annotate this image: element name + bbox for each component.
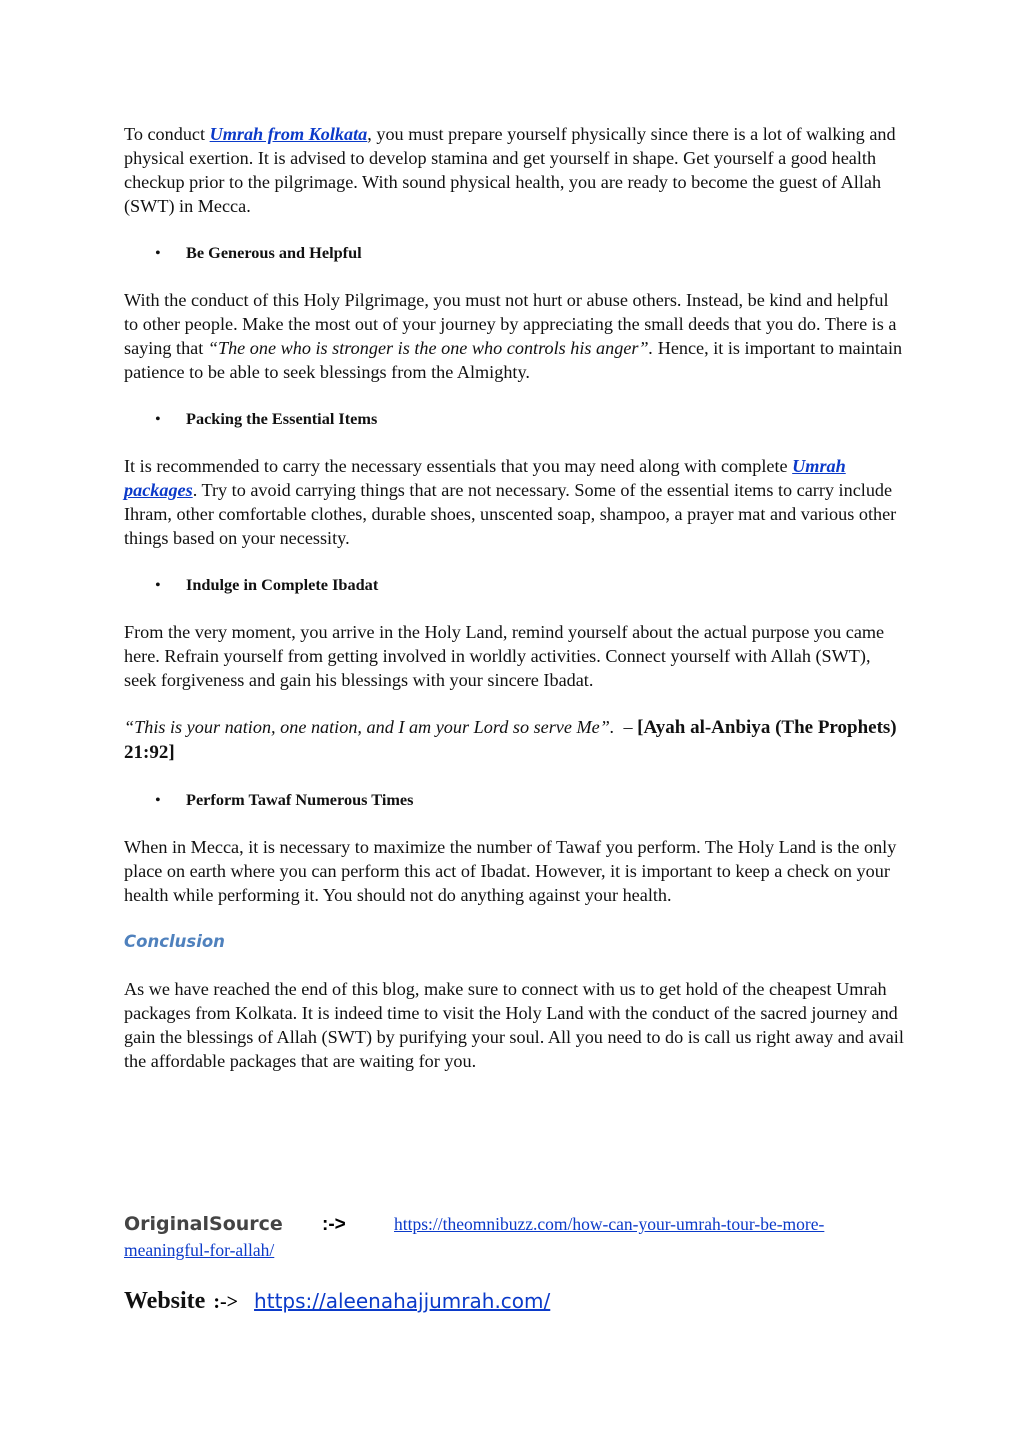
bullet-heading-ibadat [124, 573, 904, 597]
original-source-arrow: :-> [322, 1214, 346, 1235]
original-source-link[interactable]: https://theomnibuzz.com/how-can-your-umrah-tour-be-more- [394, 1214, 825, 1234]
original-source-link-continued[interactable]: meaningful-for-allah/ [124, 1240, 275, 1260]
italic-saying: “The one who is stronger is the one who controls his anger”. [207, 338, 654, 358]
bullet-icon: • [155, 243, 161, 262]
intro-text-start: To conduct [124, 124, 210, 144]
intro-paragraph [124, 122, 904, 218]
umrah-packages-link[interactable]: Umrah packages [124, 456, 846, 500]
quote-reference: [Ayah al-Anbiya (The Prophets) 21:92] [124, 717, 897, 763]
paragraph-ibadat: From the very moment, you arrive in the Holy Land, remind yourself about the actual purpose you came here. Refrain yourself from getting involved in worldly activities. Connect yourself with Allah (SWT), seek forgiveness and gain his blessings with your sincere Ibadat. [124, 622, 885, 690]
paragraph-conclusion: As we have reached the end of this blog, make sure to connect with us to get hold of the cheapest Umrah packages from Kolkata. It is indeed time to visit the Holy Land with the conduct of the sacred journey and gain the blessings of Allah (SWT) by purifying your soul. All you need to do is call us right away and avail the affordable packages that are waiting for you. [124, 979, 904, 1071]
original-source-block [124, 1211, 904, 1262]
original-source-row [124, 1211, 904, 1238]
paragraph-packing [124, 454, 904, 550]
document-body [124, 122, 904, 1096]
paragraph-text: With the conduct of this Holy Pilgrimage, you must not hurt or abuse others. Instead, be kind and helpful to other people. Make the most out of your journey by appreciating the small deeds that you do. There is a saying that [124, 290, 897, 358]
bullet-heading-generous [124, 241, 904, 265]
website-label: Website [124, 1288, 206, 1314]
quote-text: “This is your nation, one nation, and I am your Lord so serve Me”. [124, 717, 615, 737]
original-source-label: OriginalSource [124, 1213, 283, 1235]
bullet-heading-tawaf [124, 788, 904, 812]
website-arrow: :-> [213, 1291, 239, 1313]
bullet-icon: • [155, 790, 161, 809]
quote-dash: – [614, 717, 638, 737]
heading-text: Packing the Essential Items [186, 409, 378, 428]
intro-text-end: , you must prepare yourself physically since there is a lot of walking and physical exertion. It is advised to develop stamina and get yourself in shape. Get yourself a good health checkup prior to the pilgrimage. With sound physical health, you are ready to become the guest of Allah (SWT) in Mecca. [124, 124, 896, 216]
paragraph-text: Hence, it is important to maintain patience to be able to seek blessings from the Almighty. [124, 338, 903, 382]
paragraph-text: . Try to avoid carrying things that are not necessary. Some of the essential items to carry include Ihram, other comfortable clothes, durable shoes, unscented soap, shampoo, a prayer mat and various other things based on your necessity. [124, 480, 897, 548]
heading-text: Be Generous and Helpful [186, 243, 362, 262]
paragraph-tawaf: When in Mecca, it is necessary to maximize the number of Tawaf you perform. The Holy Land is the only place on earth where you can perform this act of Ibadat. However, it is important to keep a check on your health while performing it. You should not do anything against your health. [124, 837, 897, 905]
website-row [124, 1288, 550, 1315]
bullet-icon: • [155, 409, 161, 428]
paragraph-generous [124, 288, 904, 384]
bullet-icon: • [155, 575, 161, 594]
umrah-from-kolkata-link[interactable]: Umrah from Kolkata [209, 124, 368, 144]
conclusion-heading: Conclusion [124, 932, 225, 951]
heading-text: Perform Tawaf Numerous Times [186, 790, 414, 809]
paragraph-text: It is recommended to carry the necessary essentials that you may need along with complete [124, 456, 793, 476]
heading-text: Indulge in Complete Ibadat [186, 575, 379, 594]
bullet-heading-packing [124, 407, 904, 431]
quran-quote [124, 715, 904, 765]
website-link[interactable]: https://aleenahajjumrah.com/ [254, 1289, 551, 1313]
